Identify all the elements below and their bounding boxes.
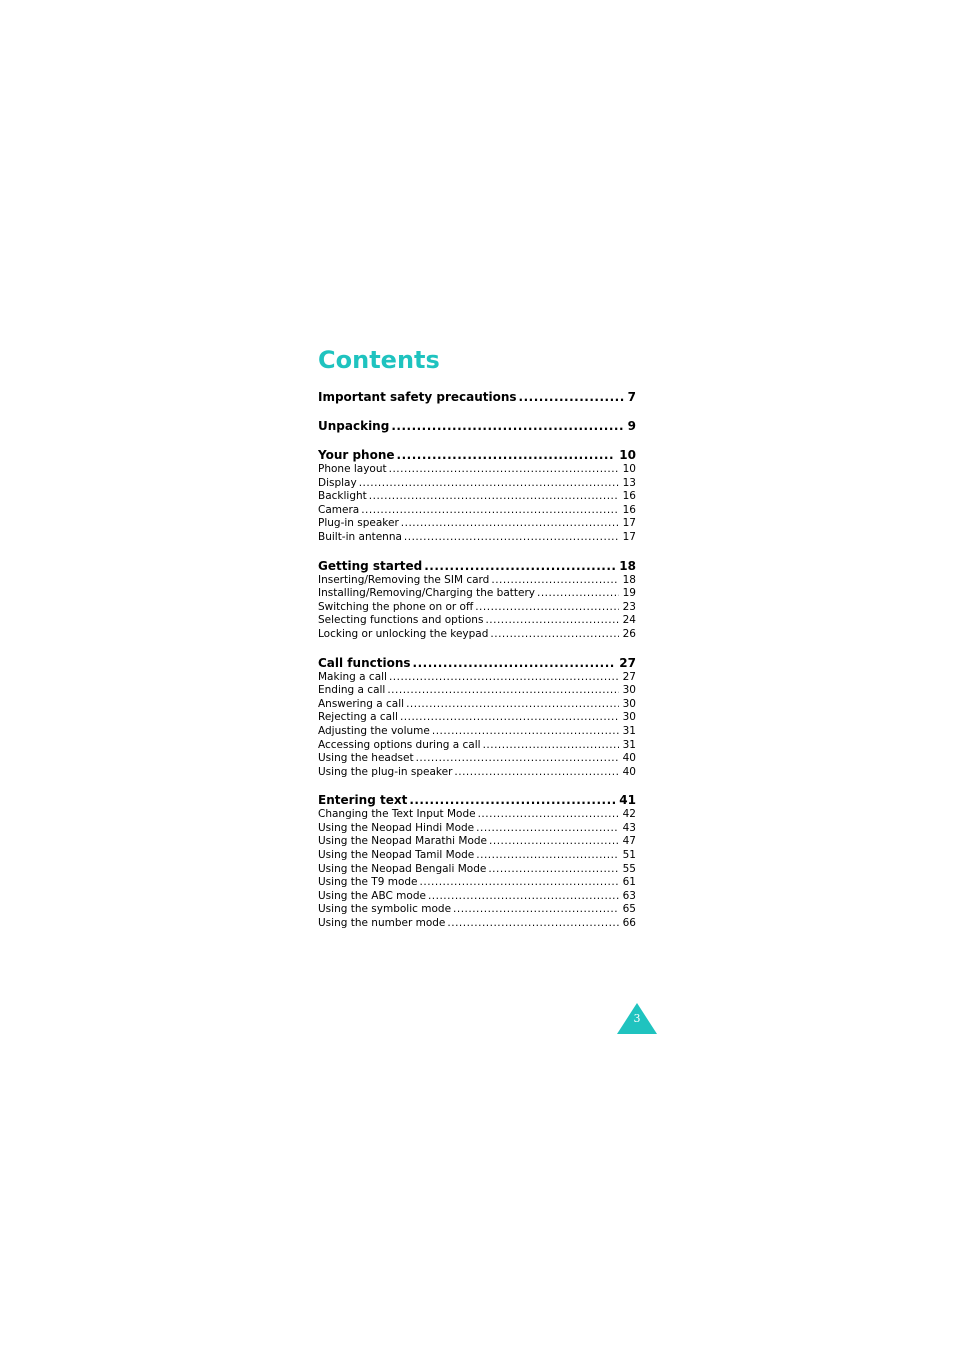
toc-subentry-page: 43 xyxy=(622,821,636,834)
toc-subentry[interactable] xyxy=(318,531,636,545)
toc-subentry-label: Rejecting a call xyxy=(318,711,398,724)
toc-subentry-label: Switching the phone on or off xyxy=(318,600,474,613)
toc-subentry[interactable] xyxy=(318,739,636,753)
dot-leader xyxy=(491,574,618,588)
toc-entry[interactable] xyxy=(318,389,636,405)
toc-subentry-label: Using the symbolic mode xyxy=(318,903,452,916)
toc-subentry-label: Using the Neopad Marathi Mode xyxy=(318,835,488,848)
dot-leader xyxy=(490,628,618,642)
toc-section xyxy=(318,558,636,642)
toc-subentry-label: Installing/Removing/Charging the battery xyxy=(318,587,535,600)
toc-subentry-label: Locking or unlocking the keypad xyxy=(318,627,489,640)
toc-subentry[interactable] xyxy=(318,628,636,642)
toc-subentry-page: 17 xyxy=(622,517,636,530)
toc-subentry-label: Display xyxy=(318,476,357,489)
dot-leader xyxy=(483,739,619,753)
toc-subentry[interactable] xyxy=(318,752,636,766)
toc-subentry-label: Phone layout xyxy=(318,463,387,475)
toc-entry-label: Your phone xyxy=(318,448,395,462)
toc-subentry[interactable] xyxy=(318,917,636,931)
dot-leader xyxy=(537,587,619,601)
dot-leader xyxy=(485,614,618,628)
toc-subentry-label: Using the plug-in speaker xyxy=(318,765,453,778)
toc-entry-page: 18 xyxy=(619,558,636,573)
toc-entry[interactable] xyxy=(318,558,636,574)
toc-subentry[interactable] xyxy=(318,766,636,780)
toc-subentry-page: 30 xyxy=(622,711,636,724)
toc-subentry-label: Ending a call xyxy=(318,684,386,697)
toc-subentry-page: 63 xyxy=(622,889,636,902)
dot-leader xyxy=(478,808,619,822)
toc-subentry[interactable] xyxy=(318,490,636,504)
dot-leader xyxy=(428,890,619,904)
toc-subentry-page: 19 xyxy=(622,587,636,600)
dot-leader xyxy=(389,463,619,477)
dot-leader xyxy=(413,655,616,671)
dot-leader xyxy=(400,711,619,725)
dot-leader xyxy=(389,671,619,685)
table-of-contents xyxy=(318,389,636,944)
toc-subentry-label: Making a call xyxy=(318,670,387,683)
toc-subentry[interactable] xyxy=(318,849,636,863)
toc-subentry-page: 55 xyxy=(622,862,636,875)
dot-leader xyxy=(476,822,618,836)
dot-leader xyxy=(489,835,619,849)
toc-subentry-page: 26 xyxy=(622,627,636,640)
toc-subentry[interactable] xyxy=(318,684,636,698)
toc-subentry-label: Using the number mode xyxy=(318,917,446,930)
dot-leader xyxy=(432,725,619,739)
toc-subentry[interactable] xyxy=(318,808,636,822)
toc-section xyxy=(318,655,636,780)
toc-subentry-label: Selecting functions and options xyxy=(318,614,484,627)
toc-subentry-page: 40 xyxy=(622,765,636,778)
toc-section xyxy=(318,447,636,545)
dot-leader xyxy=(424,558,615,574)
toc-entry[interactable] xyxy=(318,447,636,463)
toc-entry[interactable] xyxy=(318,418,636,434)
toc-subentry-page: 18 xyxy=(622,573,636,586)
toc-subentry-label: Changing the Text Input Mode xyxy=(318,808,476,821)
dot-leader xyxy=(361,504,618,518)
dot-leader xyxy=(369,490,619,504)
toc-entry-label: Unpacking xyxy=(318,419,390,433)
dot-leader xyxy=(404,531,619,545)
toc-subentry[interactable] xyxy=(318,477,636,491)
toc-subentry[interactable] xyxy=(318,863,636,877)
dot-leader xyxy=(488,863,618,877)
toc-entry-label: Getting started xyxy=(318,558,423,573)
dot-leader xyxy=(420,876,619,890)
toc-subentry[interactable] xyxy=(318,890,636,904)
toc-subentry[interactable] xyxy=(318,517,636,531)
toc-section xyxy=(318,389,636,405)
dot-leader xyxy=(447,917,618,931)
toc-subentry-page: 31 xyxy=(622,724,636,737)
toc-subentry[interactable] xyxy=(318,725,636,739)
toc-subentry-label: Using the Neopad Tamil Mode xyxy=(318,849,475,862)
toc-entry-label: Call functions xyxy=(318,655,411,670)
toc-subentry-page: 61 xyxy=(622,876,636,889)
toc-subentry-page: 31 xyxy=(622,738,636,751)
dot-leader xyxy=(416,752,619,766)
toc-subentry-label: Using the Neopad Bengali Mode xyxy=(318,862,487,875)
toc-subentry-page: 51 xyxy=(622,849,636,862)
toc-section xyxy=(318,792,636,930)
toc-subentry[interactable] xyxy=(318,463,636,477)
toc-subentry[interactable] xyxy=(318,671,636,685)
toc-subentry-label: Answering a call xyxy=(318,697,405,710)
toc-subentry[interactable] xyxy=(318,614,636,628)
toc-entry[interactable] xyxy=(318,655,636,671)
toc-subentry-page: 42 xyxy=(622,808,636,821)
toc-subentry-page: 27 xyxy=(622,670,636,683)
dot-leader xyxy=(391,418,623,434)
toc-subentry-label: Using the T9 mode xyxy=(318,876,418,889)
dot-leader xyxy=(397,447,616,463)
toc-subentry-label: Camera xyxy=(318,503,360,516)
toc-subentry-label: Using the headset xyxy=(318,752,414,765)
toc-entry-label: Entering text xyxy=(318,793,408,808)
toc-subentry[interactable] xyxy=(318,876,636,890)
dot-leader xyxy=(409,792,615,808)
toc-section xyxy=(318,418,636,434)
toc-subentry[interactable] xyxy=(318,903,636,917)
toc-subentry-label: Using the Neopad Hindi Mode xyxy=(318,821,475,834)
toc-subentry-page: 47 xyxy=(622,835,636,848)
toc-subentry-page: 10 xyxy=(622,463,636,475)
dot-leader xyxy=(387,684,618,698)
toc-subentry-page: 30 xyxy=(622,697,636,710)
toc-entry-page: 10 xyxy=(619,448,636,462)
toc-subentry[interactable] xyxy=(318,835,636,849)
toc-subentry-page: 13 xyxy=(622,476,636,489)
toc-entry-page: 41 xyxy=(619,793,636,808)
toc-subentry-page: 66 xyxy=(622,917,636,930)
toc-subentry[interactable] xyxy=(318,574,636,588)
toc-entry-page: 27 xyxy=(619,655,636,670)
toc-subentry-label: Adjusting the volume xyxy=(318,724,430,737)
toc-subentry-page: 24 xyxy=(622,614,636,627)
dot-leader xyxy=(475,601,618,615)
dot-leader xyxy=(519,389,624,405)
dot-leader xyxy=(406,698,619,712)
toc-subentry-label: Plug-in speaker xyxy=(318,517,399,530)
toc-subentry-page: 16 xyxy=(622,503,636,516)
toc-subentry[interactable] xyxy=(318,504,636,518)
toc-subentry-page: 16 xyxy=(622,490,636,503)
toc-subentry-page: 23 xyxy=(622,600,636,613)
dot-leader xyxy=(453,903,619,917)
toc-subentry-label: Built-in antenna xyxy=(318,530,402,543)
dot-leader xyxy=(401,517,619,531)
toc-subentry[interactable] xyxy=(318,601,636,615)
toc-subentry-label: Inserting/Removing the SIM card xyxy=(318,573,490,586)
toc-subentry-page: 30 xyxy=(622,684,636,697)
dot-leader xyxy=(359,477,619,491)
toc-subentry-label: Accessing options during a call xyxy=(318,738,481,751)
toc-subentry-page: 40 xyxy=(622,752,636,765)
toc-subentry-page: 17 xyxy=(622,530,636,543)
toc-entry-label: Important safety precautions xyxy=(318,390,517,404)
dot-leader xyxy=(454,766,618,780)
toc-subentry-page: 65 xyxy=(622,903,636,916)
toc-entry-page: 7 xyxy=(627,390,636,404)
toc-subentry[interactable] xyxy=(318,587,636,601)
toc-entry-page: 9 xyxy=(627,419,636,433)
toc-subentry[interactable] xyxy=(318,698,636,712)
toc-subentry[interactable] xyxy=(318,822,636,836)
dot-leader xyxy=(476,849,618,863)
toc-subentry-label: Backlight xyxy=(318,490,367,503)
toc-subentry-label: Using the ABC mode xyxy=(318,889,426,902)
toc-entry[interactable] xyxy=(318,792,636,808)
page-number: 3 xyxy=(633,1012,641,1025)
toc-subentry[interactable] xyxy=(318,711,636,725)
page-title: Contents xyxy=(318,346,440,374)
